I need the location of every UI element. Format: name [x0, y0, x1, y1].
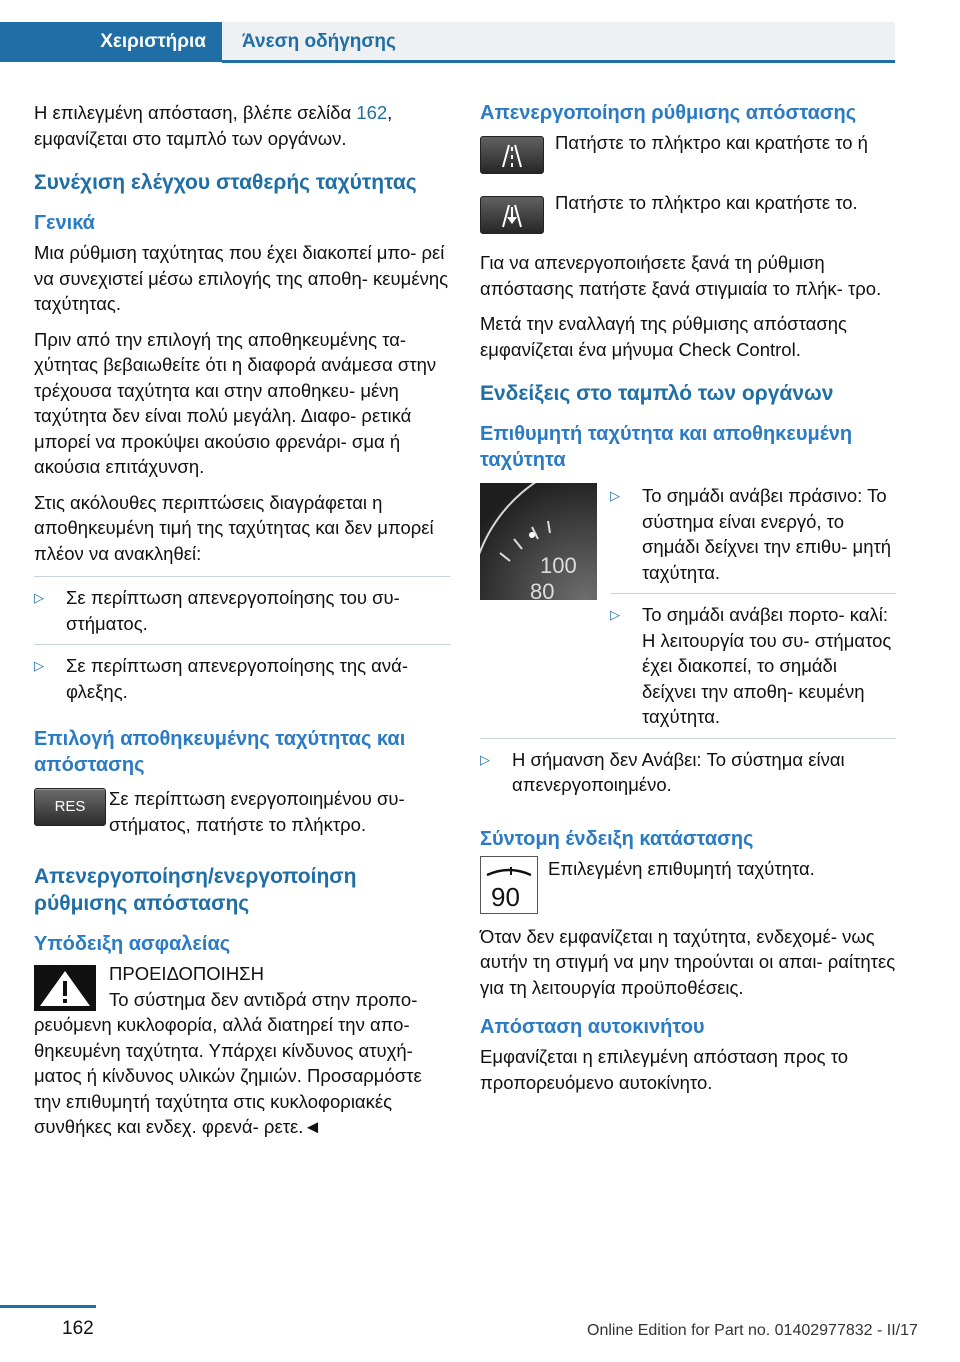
warning-text: Το σύστημα δεν αντιδρά στην προπο- ρευόμενη κυκλοφορία, αλλά διατηρεί την απο- θηκευμένη ταχύτητα. Υπάρχει κίνδυνος ατυχή- ματος ή κίνδυνος υλικών ζημιών. Προσαρμόστε την επιθυμητή ταχύτητα στις κυκλοφοριακές συνθήκες και ενδεχ. φρενά- ρετε.◄ [34, 988, 422, 1137]
intro-text: Η επιλεγμένη απόσταση, βλέπε σελίδα [34, 102, 357, 123]
res-button-icon: RES [34, 788, 106, 826]
warning-block [34, 961, 450, 987]
warning-triangle-icon [34, 965, 96, 1011]
page-number-line [0, 1305, 96, 1308]
page-link[interactable]: 162 [356, 102, 388, 123]
heading-short-status: Σύντομη ένδειξη κατάστασης [480, 827, 754, 850]
list-item-text: Σε περίπτωση απενεργοποίησης του συ- στήματος. [66, 587, 400, 634]
heading-desired-speed: Επιθυμητή ταχύτητα και αποθηκευμένη ταχύτητα [480, 423, 853, 471]
distance-button-icon [480, 136, 544, 174]
triangle-bullet-icon: ▷ [34, 658, 44, 673]
list-item-text: Το σημάδι ανάβει πράσινο: Το σύστημα είναι ενεργό, το σημάδι δείχνει την επιθυ- μητή ταχύτητα. [642, 485, 892, 583]
page-number: 162 [62, 1318, 94, 1339]
paragraph-distance: Εμφανίζεται η επιλεγμένη απόσταση προς το προπορευόμενο αυτοκίνητο. [480, 1046, 849, 1093]
list-item [480, 747, 896, 806]
list-item [610, 602, 896, 738]
paragraph-before-select: Πριν από την επιλογή της αποθηκευμένης τα- χύτητας βεβαιωθείτε ότι η διαφορά ανάμεσα στην τρέχουσα ταχύτητα και στην αποθηκευ- μένη ταχύτητα δεν είναι πολύ μεγάλη. Διαφο- ρετικά μπορεί να προκύψει ακούσιο φρενάρι- σμα ή ακούσια επιτάχυνση. [34, 328, 437, 477]
res-row [34, 782, 450, 837]
speed-90-icon [480, 856, 538, 914]
triangle-bullet-icon: ▷ [34, 590, 44, 605]
heading-vehicle-distance: Απόσταση αυτοκινήτου [480, 1016, 705, 1038]
heading-toggle-distance: Απενεργοποίηση/ενεργοποίηση ρύθμισης απόστασης [34, 865, 357, 915]
paragraph-check-control: Μετά την εναλλαγή της ρύθμισης απόστασης εμφανίζεται ένα μήνυμα Check Control. [480, 313, 847, 360]
list-item-text: Η σήμανση δεν Ανάβει: Το σύστημα είναι απενεργοποιημένο. [512, 748, 845, 795]
footer-edition: Online Edition for Part no. 01402977832 - II/17 [587, 1322, 918, 1339]
header-tabs [0, 22, 895, 62]
list-item [610, 483, 896, 593]
heading-continue-cruise: Συνέχιση ελέγχου σταθερής ταχύτητας [34, 171, 417, 194]
gauge-section [480, 483, 896, 738]
heading-select-stored: Επιλογή αποθηκευμένης ταχύτητας και απόστασης [34, 728, 406, 776]
tab-underline [222, 60, 895, 63]
intro-text-end: , εμφανίζεται στο ταμπλό των οργάνων. [34, 102, 393, 149]
short-status-text: Επιλεγμένη επιθυμητή ταχύτητα. [548, 857, 815, 879]
heading-general: Γενικά [34, 212, 95, 234]
list-item [34, 585, 450, 644]
paragraph-no-speed: Όταν δεν εμφανίζεται η ταχύτητα, ενδεχομέ- νως αυτήν τη στιγμή να μην τηρούνται οι απαι- ραίτητες για τη λειτουργία προϋποθέσεις. [480, 925, 896, 998]
speedometer-image [480, 483, 597, 600]
heading-deactivate-distance: Απενεργοποίηση ρύθμισης απόστασης [480, 102, 857, 124]
press-row-1 [480, 130, 896, 178]
triangle-bullet-icon: ▷ [610, 488, 620, 503]
tab-driving-comfort[interactable]: Άνεση οδήγησης [222, 22, 895, 62]
paragraph-deactivate: Για να απενεργοποιήσετε ξανά τη ρύθμιση απόστασης πατήστε ξανά στιγμιαία το πλήκ- τρο. [480, 252, 882, 299]
list-item-text: Σε περίπτωση απενεργοποίησης της ανά- φλεξης. [66, 655, 408, 702]
list-item [34, 653, 450, 712]
short-status-row [480, 856, 896, 912]
triangle-bullet-icon: ▷ [610, 607, 620, 622]
tab-controls[interactable]: Χειριστήρια [0, 22, 222, 62]
paragraph-deleted-cases: Στις ακόλουθες περιπτώσεις διαγράφεται η αποθηκευμένη τιμή της ταχύτητας και δεν μπορεί πλέον να ανακληθεί: [34, 491, 434, 564]
left-column [34, 100, 450, 1150]
distance-button-alt-icon [480, 196, 544, 234]
divider [480, 738, 896, 739]
res-text: Σε περίπτωση ενεργοποιημένου συ- στήματος, πατήστε το πλήκτρο. [109, 788, 405, 835]
heading-safety-note: Υπόδειξη ασφαλείας [34, 933, 231, 955]
gauge-label-100: 100 [540, 553, 577, 578]
list-item-text: Το σημάδι ανάβει πορτο- καλί: Η λειτουργία του συ- στήματος έχει διακοπεί, το σημάδι δείχνει την αποθη- κευμένη ταχύτητα. [642, 604, 892, 727]
divider [34, 644, 450, 645]
press-row-2 [480, 190, 896, 238]
intro-paragraph [34, 100, 450, 151]
warning-title: ΠΡΟΕΙΔΟΠΟΙΗΣΗ [109, 963, 264, 984]
gauge-label-80: 80 [530, 579, 555, 600]
press-text-1: Πατήστε το πλήκτρο και κρατήστε το ή [555, 132, 868, 153]
paragraph-resume: Μια ρύθμιση ταχύτητας που έχει διακοπεί μπο- ρεί να συνεχιστεί μέσω επιλογής της αποθη- κευμένης ταχύτητας. [34, 242, 449, 314]
press-text-2: Πατήστε το πλήκτρο και κρατήστε το. [555, 192, 858, 213]
divider [610, 593, 896, 594]
heading-indicators: Ενδείξεις στο ταμπλό των οργάνων [480, 382, 834, 405]
triangle-bullet-icon: ▷ [480, 751, 490, 767]
short-status-value: 90 [491, 881, 520, 912]
divider [34, 576, 450, 577]
right-column [480, 100, 896, 1105]
